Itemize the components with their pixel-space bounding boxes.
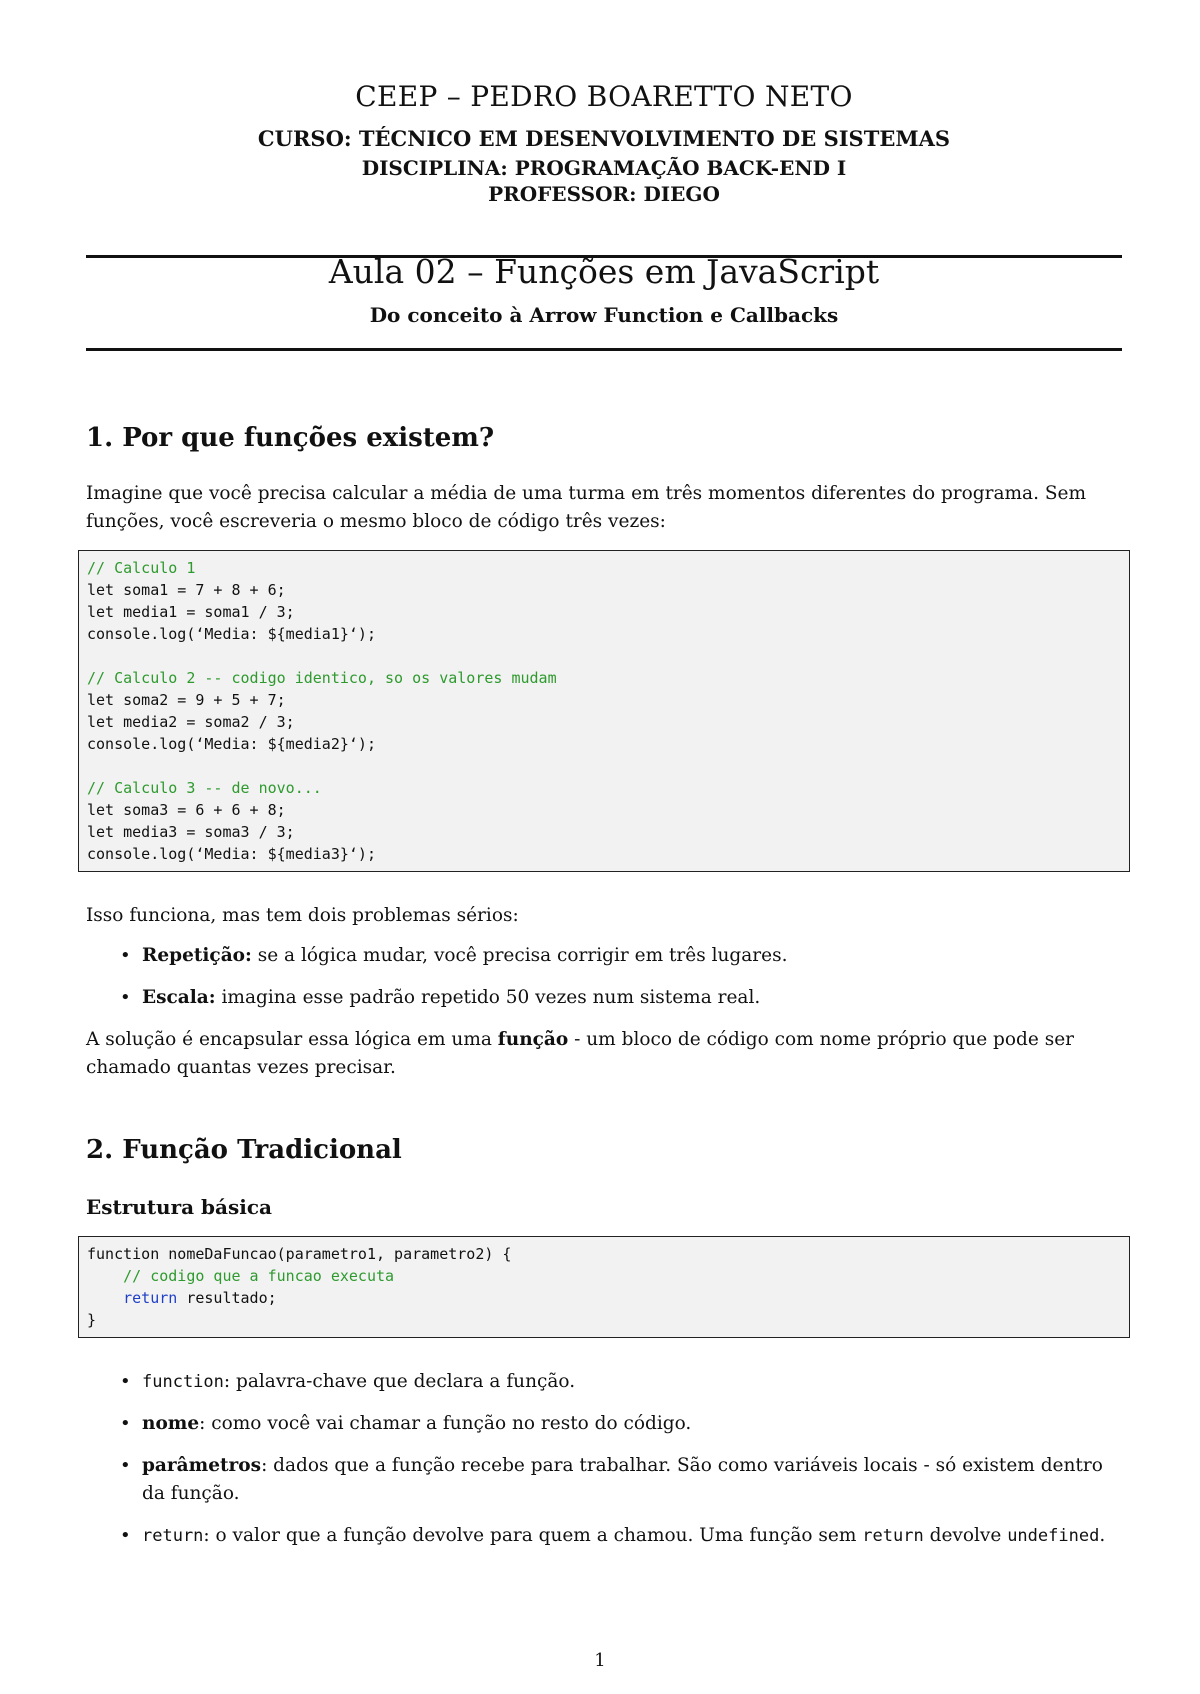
code-line: console.log(‘Media: ${media1}‘);: [87, 625, 376, 643]
school-name: CEEP – PEDRO BOARETTO NETO: [355, 80, 853, 113]
list-item: • Repetição: se a lógica mudar, você precisa corrigir em três lugares.: [120, 945, 788, 966]
code-line: let media1 = soma1 / 3;: [87, 603, 295, 621]
main-content: [86, 420, 1122, 1564]
code-comment: // Calculo 2 -- codigo identico, so os valores mudam: [87, 669, 557, 687]
section-1-after: Isso funciona, mas tem dois problemas sérios:: [86, 905, 519, 926]
code-line: let soma2 = 9 + 5 + 7;: [87, 691, 286, 709]
page-number: 1: [594, 1650, 606, 1671]
section-1-solution: A solução é encapsular essa lógica em uma função - um bloco de código com nome próprio que pode ser chamado quantas vezes precisar.: [86, 1029, 1074, 1078]
list-item: • Escala: imagina esse padrão repetido 50 vezes num sistema real.: [120, 987, 761, 1008]
list-item: • function: palavra-chave que declara a função.: [120, 1371, 576, 1392]
code-line: let soma3 = 6 + 6 + 8;: [87, 801, 286, 819]
code-comment: // codigo que a funcao executa: [123, 1267, 395, 1285]
code-line: }: [87, 1311, 97, 1329]
list-item-term: parâmetros: [142, 1455, 262, 1476]
list-item: • return: o valor que a função devolve para quem a chamou. Uma função sem return devolve undefined.: [120, 1525, 1106, 1546]
list-item-term: nome: [142, 1413, 200, 1434]
lesson-subtitle: Do conceito à Arrow Function e Callbacks: [369, 303, 839, 327]
lesson-title: Aula 02 – Funções em JavaScript: [328, 252, 880, 291]
section-1-heading: 1. Por que funções existem?: [86, 423, 495, 453]
list-item: • nome: como você vai chamar a função no resto do código.: [120, 1413, 692, 1434]
list-item: • parâmetros: dados que a função recebe para trabalhar. São como variáveis locais - só existem dentro da função.: [120, 1455, 1103, 1504]
problems-list: [86, 942, 1122, 1012]
section-2: [86, 1132, 1122, 1550]
code-line: let media3 = soma3 / 3;: [87, 823, 295, 841]
code-block-function-structure: [78, 1236, 1130, 1338]
list-item-text: se a lógica mudar, você precisa corrigir em três lugares.: [251, 945, 788, 966]
code-line: let soma1 = 7 + 8 + 6;: [87, 581, 286, 599]
structure-list: [86, 1368, 1122, 1550]
code-line: resultado;: [177, 1289, 277, 1307]
code-line: console.log(‘Media: ${media2}‘);: [87, 735, 376, 753]
code-block-repetition: [78, 550, 1130, 872]
section-2-heading: 2. Função Tradicional: [86, 1135, 402, 1165]
course-name: CURSO: TÉCNICO EM DESENVOLVIMENTO DE SISTEMAS: [257, 126, 951, 151]
professor-name: PROFESSOR: DIEGO: [488, 182, 720, 206]
list-item-text: : dados que a função recebe para trabalhar. São como variáveis locais - só existem dentro da função.: [142, 1455, 1103, 1504]
code-comment: // Calculo 1: [87, 559, 196, 577]
code-keyword: return: [123, 1289, 178, 1307]
list-item-term: Repetição:: [142, 945, 252, 966]
list-item-text: : palavra-chave que declara a função.: [223, 1371, 576, 1392]
code-line: console.log(‘Media: ${media3}‘);: [87, 845, 376, 863]
section-1-intro: Imagine que você precisa calcular a média de uma turma em três momentos diferentes do programa. Sem funções, você escreveria o mesmo bloco de código três vezes:: [86, 483, 1086, 532]
code-line: let media2 = soma2 / 3;: [87, 713, 295, 731]
list-item-text: imagina esse padrão repetido 50 vezes num sistema real.: [215, 987, 761, 1008]
title-bottom-rule: [86, 348, 1122, 351]
list-item-text: : como você vai chamar a função no resto do código.: [199, 1413, 692, 1434]
list-item-term: function: [142, 1372, 224, 1392]
section-2-subheading: Estrutura básica: [86, 1195, 272, 1219]
list-item-term: Escala:: [142, 987, 216, 1008]
code-line: function nomeDaFuncao(parametro1, parametro2) {: [87, 1245, 512, 1263]
discipline-name: DISCIPLINA: PROGRAMAÇÃO BACK-END I: [361, 156, 847, 180]
list-item-term: return: [142, 1526, 204, 1546]
code-comment: // Calculo 3 -- de novo...: [87, 779, 322, 797]
